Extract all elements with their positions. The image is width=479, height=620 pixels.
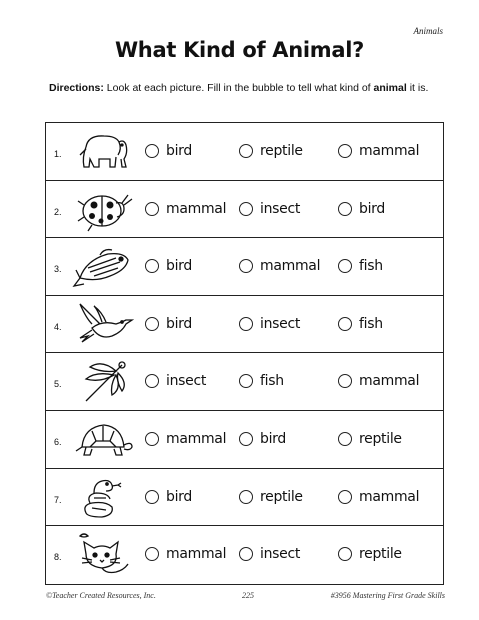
answer-option[interactable] xyxy=(338,314,383,334)
answer-label: insect xyxy=(260,315,301,332)
ladybug-icon xyxy=(72,185,134,233)
question-number: 7. xyxy=(54,494,62,505)
question-row xyxy=(46,469,443,527)
answer-option[interactable] xyxy=(338,199,385,219)
answer-bubble[interactable] xyxy=(145,432,159,446)
answer-label: mammal xyxy=(260,258,321,275)
snake-icon xyxy=(72,473,134,521)
answer-bubble[interactable] xyxy=(239,144,253,158)
answer-label: reptile xyxy=(260,143,303,159)
answer-option[interactable] xyxy=(145,371,206,391)
cat-icon xyxy=(72,530,134,578)
answer-option[interactable] xyxy=(338,544,402,564)
bird-icon xyxy=(72,300,134,348)
answer-label: bird xyxy=(166,488,192,505)
answer-bubble[interactable] xyxy=(338,374,352,388)
answer-label: insect xyxy=(260,546,301,563)
answer-label: bird xyxy=(166,315,192,332)
question-row xyxy=(46,353,443,411)
directions-text-end: it is. xyxy=(406,82,429,94)
answer-label: bird xyxy=(260,431,286,447)
answer-label: mammal xyxy=(359,143,420,159)
answer-bubble[interactable] xyxy=(145,259,159,273)
answer-option[interactable] xyxy=(338,429,402,449)
turtle-icon xyxy=(72,415,134,463)
question-number: 6. xyxy=(54,437,62,447)
answer-bubble[interactable] xyxy=(338,432,352,446)
answer-option[interactable] xyxy=(338,141,419,161)
fish-icon xyxy=(72,242,134,290)
answer-bubble[interactable] xyxy=(338,490,352,504)
answer-option[interactable] xyxy=(338,256,383,276)
answer-label: insect xyxy=(166,373,207,390)
elephant-icon xyxy=(72,127,134,175)
page-title: What Kind of Animal? xyxy=(114,38,365,62)
answer-option[interactable] xyxy=(145,429,226,449)
answer-bubble[interactable] xyxy=(239,202,253,216)
answer-option[interactable] xyxy=(338,487,419,507)
answer-option[interactable] xyxy=(239,199,300,219)
dragonfly-icon xyxy=(72,357,134,405)
category-label: Animals xyxy=(413,26,443,36)
answer-option[interactable] xyxy=(145,487,192,507)
answer-label: fish xyxy=(359,258,383,275)
question-row xyxy=(46,296,443,354)
question-row xyxy=(46,238,443,296)
answer-label: bird xyxy=(166,258,192,275)
answer-label: mammal xyxy=(166,200,227,217)
answer-option[interactable] xyxy=(239,256,320,276)
answer-bubble[interactable] xyxy=(239,490,253,504)
answer-bubble[interactable] xyxy=(338,144,352,158)
answer-option[interactable] xyxy=(145,544,226,564)
answer-bubble[interactable] xyxy=(145,490,159,504)
answer-option[interactable] xyxy=(239,429,286,449)
answer-label: insect xyxy=(260,200,301,217)
question-row xyxy=(46,411,443,469)
answer-bubble[interactable] xyxy=(145,144,159,158)
answer-bubble[interactable] xyxy=(338,547,352,561)
question-row xyxy=(46,123,443,181)
answer-bubble[interactable] xyxy=(239,432,253,446)
question-number: 8. xyxy=(54,552,62,563)
answer-option[interactable] xyxy=(239,371,284,391)
answer-option[interactable] xyxy=(145,199,226,219)
directions xyxy=(49,81,439,95)
question-table xyxy=(45,122,444,585)
footer-page-number: 225 xyxy=(242,591,254,600)
question-number: 5. xyxy=(54,379,62,390)
answer-bubble[interactable] xyxy=(338,202,352,216)
answer-label: reptile xyxy=(359,546,402,563)
answer-label: bird xyxy=(359,200,385,217)
question-row xyxy=(46,181,443,239)
answer-option[interactable] xyxy=(239,314,300,334)
footer-book-title: #3956 Mastering First Grade Skills xyxy=(330,591,445,600)
answer-bubble[interactable] xyxy=(338,259,352,273)
answer-label: reptile xyxy=(260,488,303,505)
answer-label: mammal xyxy=(359,373,420,390)
answer-label: fish xyxy=(260,373,284,390)
answer-bubble[interactable] xyxy=(239,547,253,561)
answer-label: reptile xyxy=(359,431,402,447)
answer-label: mammal xyxy=(166,431,227,447)
answer-bubble[interactable] xyxy=(239,317,253,331)
answer-option[interactable] xyxy=(145,314,192,334)
answer-bubble[interactable] xyxy=(145,547,159,561)
question-number: 4. xyxy=(54,321,62,332)
answer-bubble[interactable] xyxy=(145,374,159,388)
question-row xyxy=(46,526,443,584)
answer-label: bird xyxy=(166,143,192,159)
answer-bubble[interactable] xyxy=(239,259,253,273)
answer-label: fish xyxy=(359,315,383,332)
answer-option[interactable] xyxy=(239,544,300,564)
answer-option[interactable] xyxy=(239,141,303,161)
answer-bubble[interactable] xyxy=(338,317,352,331)
directions-bold-word: animal xyxy=(373,82,407,94)
answer-option[interactable] xyxy=(145,141,192,161)
answer-label: mammal xyxy=(166,546,227,563)
answer-option[interactable] xyxy=(239,487,303,507)
answer-bubble[interactable] xyxy=(145,202,159,216)
answer-bubble[interactable] xyxy=(239,374,253,388)
directions-text: Look at each picture. Fill in the bubble to tell what kind of xyxy=(103,82,374,94)
answer-option[interactable] xyxy=(338,371,419,391)
answer-option[interactable] xyxy=(145,256,192,276)
footer-publisher: ©Teacher Created Resources, Inc. xyxy=(46,591,156,600)
question-number: 1. xyxy=(54,149,62,159)
question-number: 3. xyxy=(54,264,62,275)
directions-label: Directions: xyxy=(49,82,104,94)
answer-label: mammal xyxy=(359,488,420,505)
answer-bubble[interactable] xyxy=(145,317,159,331)
question-number: 2. xyxy=(54,206,62,217)
